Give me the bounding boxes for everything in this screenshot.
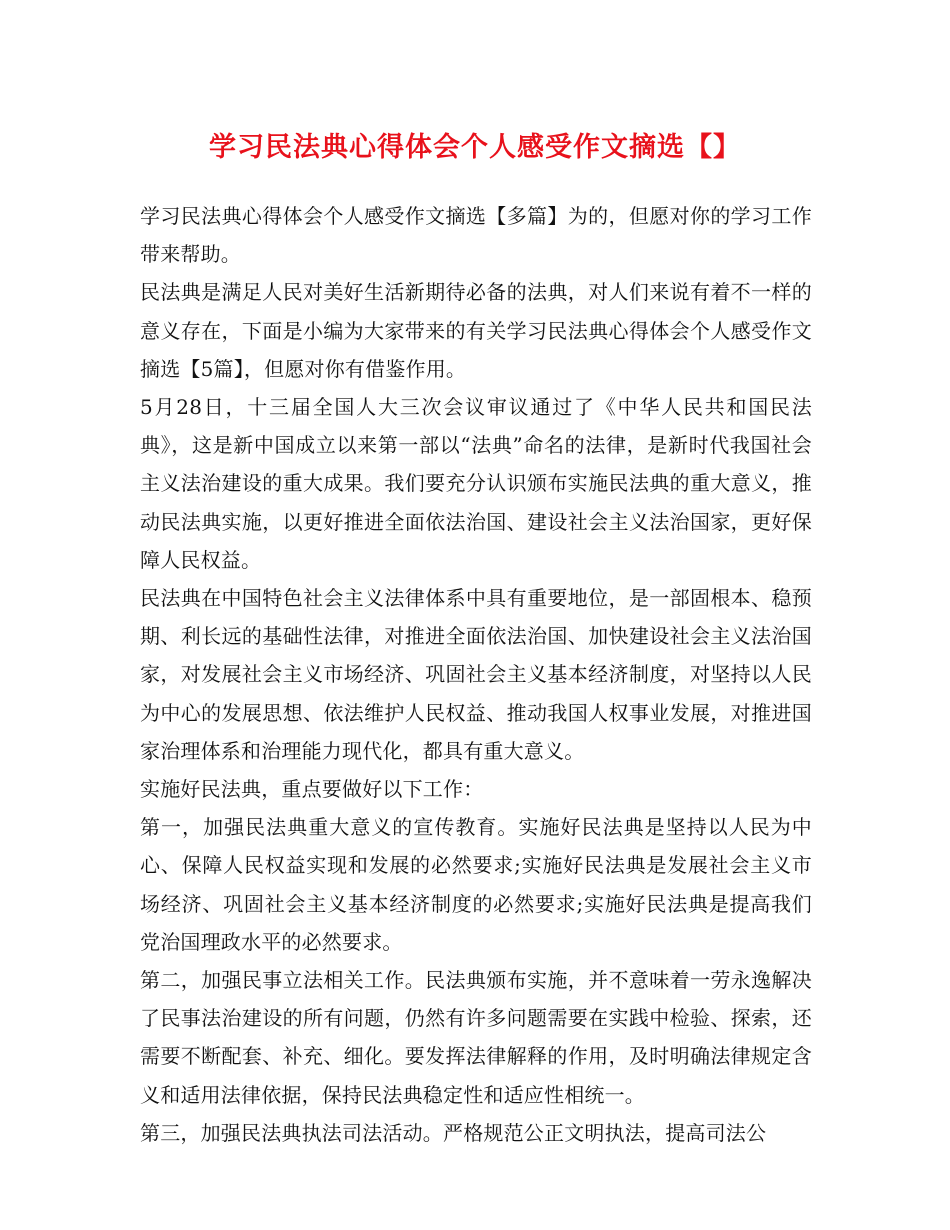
paragraph-summary: 民法典是满足人民对美好生活新期待必备的法典，对人们来说有着不一样的意义存在，下面是小编为大家带来的有关学习民法典心得体会个人感受作文摘选【5篇】，但愿对你有借鉴作用。 (140, 280, 812, 381)
paragraph-adoption: 5月28日，十三届全国人大三次会议审议通过了《中华人民共和国民法典》，这是新中国成立以来第一部以“法典”命名的法律，是新时代我国社会主义法治建设的重大成果。我们要充分认识颁布实施民法典的重大意义，推动民法典实施，以更好推进全面依法治国、建设社会主义法治国家，更好保障人民权益。 (140, 395, 812, 572)
document-title: 学习民法典心得体会个人感受作文摘选【】 (209, 132, 741, 163)
paragraph-second-task: 第二，加强民事立法相关工作。民法典颁布实施，并不意味着一劳永逸解决了民事法治建设的所有问题，仍然有许多问题需要在实践中检验、探索，还需要不断配套、补充、细化。要发挥法律解释的作用，及时明确法律规定含义和适用法律依据，保持民法典稳定性和适应性相统一。 (140, 968, 812, 1107)
document-body (140, 197, 812, 1152)
paragraph-key-tasks: 实施好民法典，重点要做好以下工作： (140, 777, 484, 802)
paragraph-significance: 民法典在中国特色社会主义法律体系中具有重要地位，是一部固根本、稳预期、利长远的基础性法律，对推进全面依法治国、加快建设社会主义法治国家，对发展社会主义市场经济、巩固社会主义基本经济制度，对坚持以人民为中心的发展思想、依法维护人民权益、推动我国人权事业发展，对推进国家治理体系和治理能力现代化，都具有重大意义。 (140, 586, 812, 763)
paragraph-intro: 学习民法典心得体会个人感受作文摘选【多篇】为的，但愿对你的学习工作带来帮助。 (140, 204, 812, 267)
paragraph-first-task: 第一，加强民法典重大意义的宣传教育。实施好民法典是坚持以人民为中心、保障人民权益实现和发展的必然要求;实施好民法典是发展社会主义市场经济、巩固社会主义基本经济制度的必然要求;实施好民法典是提高我们党治国理政水平的必然要求。 (140, 815, 812, 954)
paragraph-third-task: 第三，加强民法典执法司法活动。严格规范公正文明执法，提高司法公 (140, 1120, 767, 1145)
